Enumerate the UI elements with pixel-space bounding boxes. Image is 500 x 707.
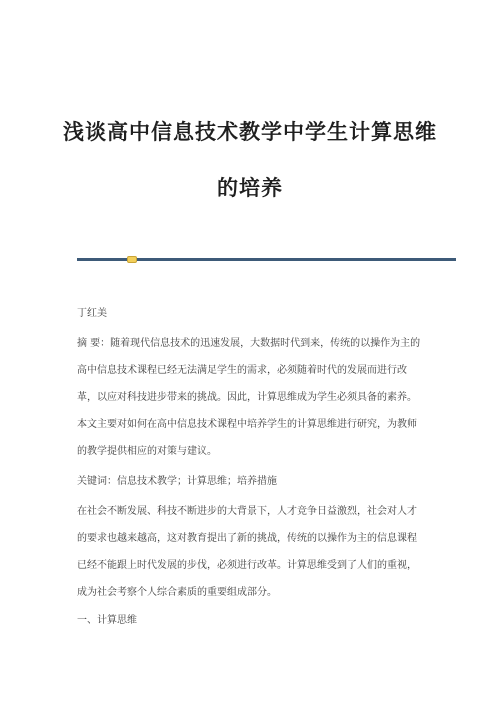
title-divider (77, 256, 456, 262)
author-name: 丁红美 (77, 308, 107, 319)
keywords-line: 关键词：信息技术教学；计算思维；培养措施 (77, 476, 277, 487)
abstract-line: 本文主要对如何在高中信息技术课程中培养学生的计算思维进行研究，为教师 (77, 419, 417, 430)
document-title-line-1: 浅谈高中信息技术教学中学生计算思维 (63, 119, 437, 144)
body-paragraph-line: 成为社会考察个人综合素质的重要组成部分。 (77, 587, 277, 598)
document-title-line-2: 的培养 (217, 175, 283, 200)
abstract-line: 的教学提供相应的对策与建议。 (77, 446, 217, 457)
abstract-line: 革，以应对科技进步带来的挑战。因此，计算思维成为学生必须具备的素养。 (77, 392, 417, 403)
divider-bar-left (77, 258, 129, 261)
section-heading: 一、计算思维 (77, 615, 137, 626)
abstract-line: 摘 要：随着现代信息技术的迅速发展，大数据时代到来，传统的以操作为主的 (77, 338, 421, 349)
abstract-line: 高中信息技术课程已经无法满足学生的需求，必须随着时代的发展而进行改 (77, 365, 407, 376)
body-paragraph-line: 的要求也越来越高，这对教育提出了新的挑战，传统的以操作为主的信息课程 (77, 533, 417, 544)
divider-badge-icon (127, 256, 137, 263)
divider-bar-right (137, 258, 456, 261)
body-paragraph-line: 在社会不断发展、科技不断进步的大背景下，人才竞争日益激烈，社会对人才 (77, 506, 417, 517)
body-paragraph-line: 已经不能跟上时代发展的步伐，必须进行改革。计算思维受到了人们的重视， (77, 560, 417, 571)
